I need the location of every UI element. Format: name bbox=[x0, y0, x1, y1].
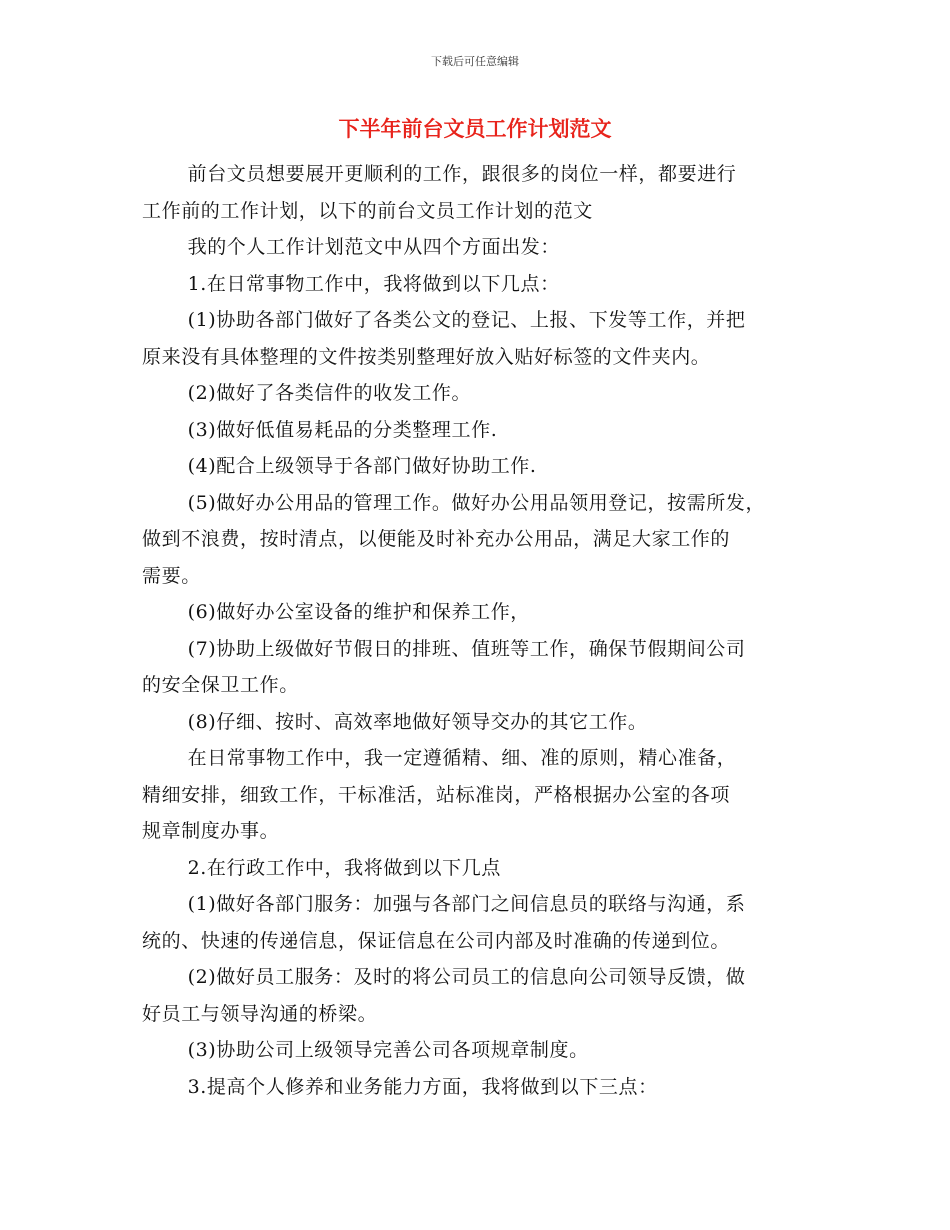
text-line: 工作前的工作计划，以下的前台文员工作计划的范文 bbox=[142, 199, 593, 222]
paragraph bbox=[142, 1032, 832, 1069]
text-line: (4)配合上级领导于各部门做好协助工作. bbox=[187, 455, 537, 477]
text-line: 规章制度办事。 bbox=[142, 820, 280, 842]
paragraph bbox=[142, 375, 832, 412]
text-line: 的安全保卫工作。 bbox=[142, 674, 299, 696]
paragraph bbox=[142, 594, 832, 631]
paragraph bbox=[142, 704, 832, 741]
text-line: (1)做好各部门服务：加强与各部门之间信息员的联络与沟通，系 bbox=[187, 893, 746, 915]
paragraph bbox=[142, 156, 832, 229]
text-line: 3.提高个人修养和业务能力方面，我将做到以下三点： bbox=[187, 1075, 658, 1098]
text-line: 在日常事物工作中，我一定遵循精、细、准的原则，精心准备， bbox=[187, 747, 737, 769]
text-line: 1.在日常事物工作中，我将做到以下几点： bbox=[187, 272, 560, 295]
text-line: (2)做好了各类信件的收发工作。 bbox=[187, 382, 472, 404]
text-line: 统的、快速的传递信息，保证信息在公司内部及时准确的传递到位。 bbox=[142, 929, 731, 952]
text-line: (2)做好员工服务：及时的将公司员工的信息向公司领导反馈，做 bbox=[187, 966, 746, 988]
paragraph bbox=[142, 302, 832, 375]
text-line: 我的个人工作计划范文中从四个方面出发： bbox=[187, 236, 560, 258]
paragraph bbox=[142, 959, 832, 1032]
document-title: 下半年前台文员工作计划范文 bbox=[338, 117, 612, 141]
text-line: 需要。 bbox=[142, 564, 201, 587]
paragraph bbox=[142, 850, 832, 887]
paragraph bbox=[142, 412, 832, 449]
text-line: (3)协助公司上级领导完善公司各项规章制度。 bbox=[187, 1039, 589, 1061]
text-line: (1)协助各部门做好了各类公文的登记、上报、下发等工作，并把 bbox=[187, 309, 746, 331]
text-line: 原来没有具体整理的文件按类别整理好放入贴好标签的文件夹内。 bbox=[142, 345, 711, 368]
text-line: (3)做好低值易耗品的分类整理工作. bbox=[187, 418, 498, 441]
text-line: 做到不浪费，按时清点，以便能及时补充办公用品，满足大家工作的 bbox=[142, 528, 731, 550]
paragraph bbox=[142, 485, 832, 595]
text-line: (6)做好办公室设备的维护和保养工作， bbox=[187, 601, 530, 623]
text-line: (8)仔细、按时、高效率地做好领导交办的其它工作。 bbox=[187, 710, 648, 733]
text-line: (5)做好办公用品的管理工作。做好办公用品领用登记，按需所发， bbox=[187, 491, 766, 514]
page-header: 下载后可任意编辑 bbox=[431, 55, 519, 68]
text-line: (7)协助上级做好节假日的排班、值班等工作，确保节假期间公司 bbox=[187, 637, 746, 660]
paragraph bbox=[142, 1069, 832, 1106]
document-body bbox=[142, 156, 832, 1105]
text-line: 精细安排，细致工作，干标准活，站标准岗，严格根据办公室的各项 bbox=[142, 783, 731, 806]
text-line: 前台文员想要展开更顺利的工作，跟很多的岗位一样，都要进行 bbox=[187, 163, 737, 185]
text-line: 好员工与领导沟通的桥梁。 bbox=[142, 1002, 378, 1025]
paragraph bbox=[142, 886, 832, 959]
paragraph bbox=[142, 448, 832, 485]
paragraph bbox=[142, 229, 832, 266]
paragraph bbox=[142, 266, 832, 303]
paragraph bbox=[142, 631, 832, 704]
paragraph bbox=[142, 740, 832, 850]
text-line: 2.在行政工作中，我将做到以下几点 bbox=[187, 856, 501, 879]
